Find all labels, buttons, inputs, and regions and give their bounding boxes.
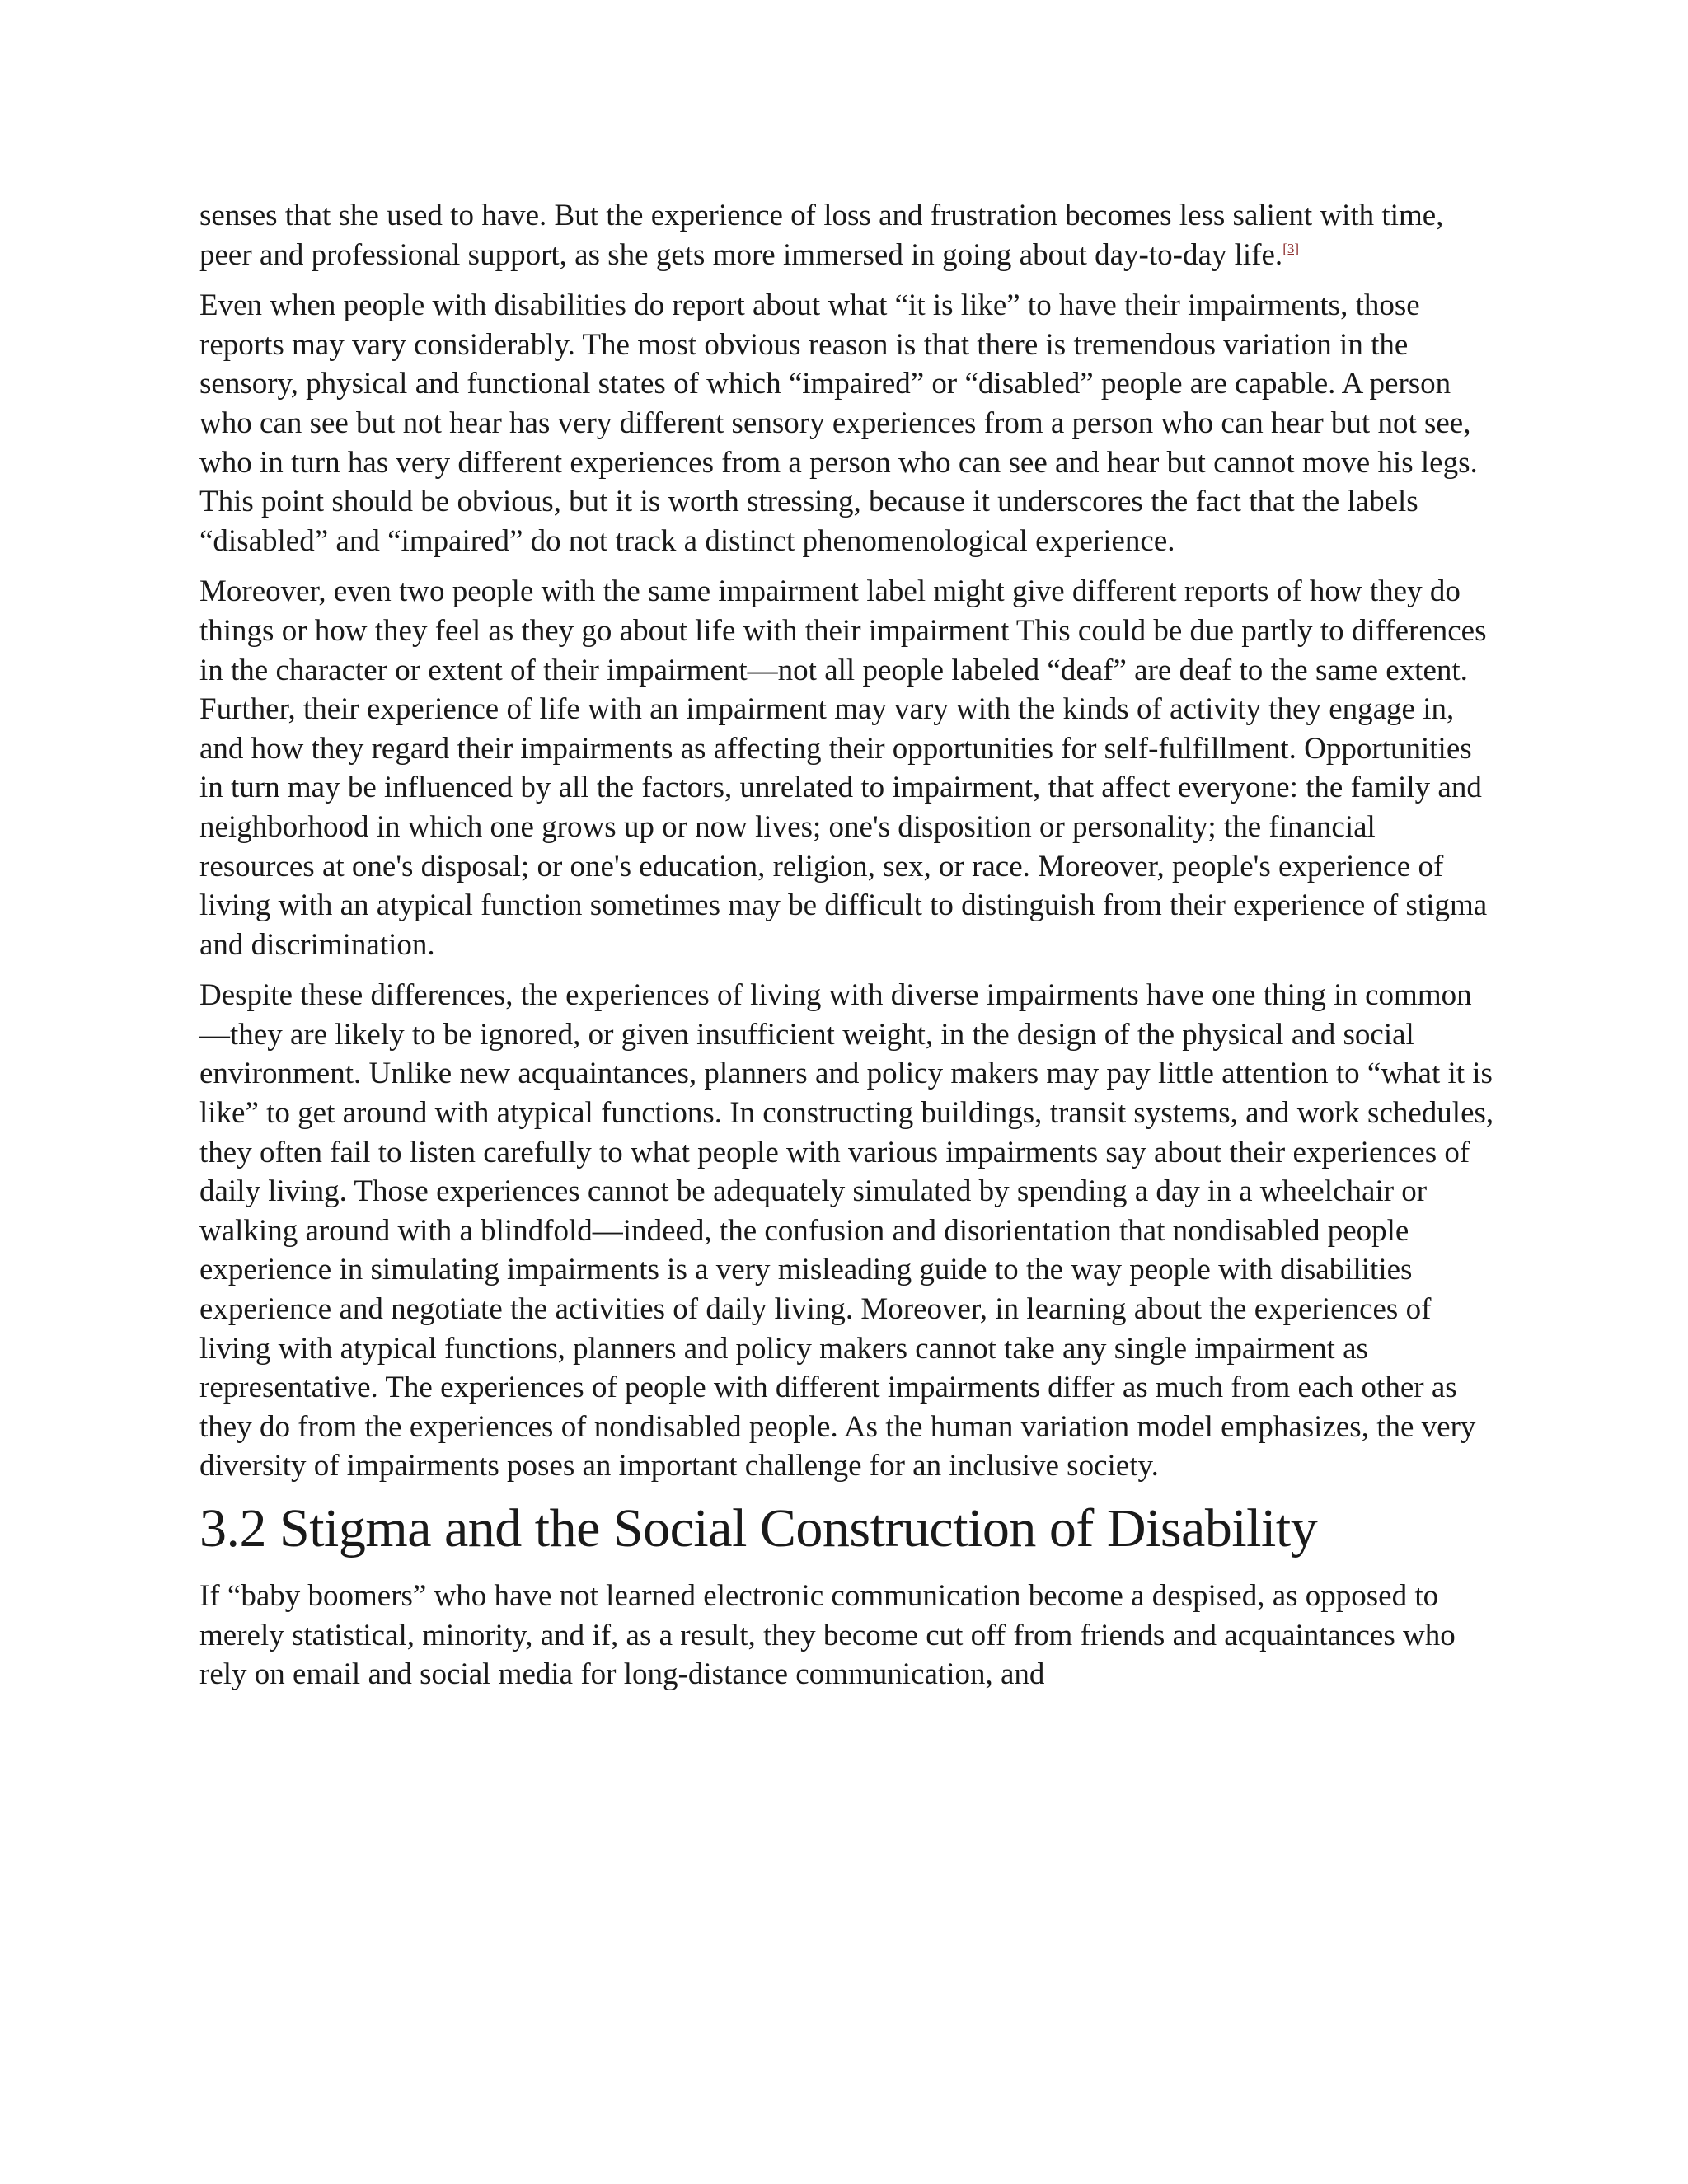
paragraph-2: Even when people with disabilities do report about what “it is like” to have their impairments, those reports may vary considerably. The most obvious reason is that there is tremendous variation in the sensory, physical and functional states of which “impaired” or “disabled” people are capable. A person who can see but not hear has very different sensory experiences from a person who can hear but not see, who in turn has very different experiences from a person who can see and hear but cannot move his legs. This point should be obvious, but it is worth stressing, because it underscores the fact that the labels “disabled” and “impaired” do not track a distinct phenomenological experience.: [199, 288, 1478, 558]
paragraph-4: Despite these differences, the experiences of living with diverse impairments have one thing in common—they are likely to be ignored, or given insufficient weight, in the design of the physical and social environment. Unlike new acquaintances, planners and policy makers may pay little attention to “what it is like” to get around with atypical functions. In constructing buildings, transit systems, and work schedules, they often fail to listen carefully to what people with various impairments say about their experiences of daily living. Those experiences cannot be adequately simulated by spending a day in a wheelchair or walking around with a blindfold—indeed, the confusion and disorientation that nondisabled people experience in simulating impairments is a very misleading guide to the way people with disabilities experience and negotiate the activities of daily living. Moreover, in learning about the experiences of living with atypical functions, planners and policy makers cannot take any single impairment as representative. The experiences of people with different impairments differ as much from each other as they do from the experiences of nondisabled people. As the human variation model emphasizes, the very diversity of impairments poses an important challenge for an inclusive society.: [199, 978, 1494, 1483]
page-body: [199, 196, 1497, 1706]
paragraph-1-text: senses that she used to have. But the experience of loss and frustration becomes less salient with time, peer and professional support, as she gets more immersed in going about day-to-day life.: [199, 199, 1444, 272]
footnote-link[interactable]: [3]: [1282, 240, 1300, 256]
paragraph-1: [199, 196, 1497, 274]
section-paragraph: If “baby boomers” who have not learned electronic communication become a despised, as opposed to merely statistical, minority, and if, as a result, they become cut off from friends and acquaintances who rely on email and social media for long-distance communication, and: [199, 1579, 1456, 1692]
section-heading: 3.2 Stigma and the Social Construction of Disability: [199, 1498, 1318, 1558]
paragraph-3: Moreover, even two people with the same impairment label might give different reports of how they do things or how they feel as they go about life with their impairment This could be due partly to differences in the character or extent of their impairment—not all people labeled “deaf” are deaf to the same extent. Further, their experience of life with an impairment may vary with the kinds of activity they engage in, and how they regard their impairments as affecting their opportunities for self-fulfillment. Opportunities in turn may be influenced by all the factors, unrelated to impairment, that affect everyone: the family and neighborhood in which one grows up or now lives; one's disposition or personality; the financial resources at one's disposal; or one's education, religion, sex, or race. Moreover, people's experience of living with an atypical function sometimes may be difficult to distinguish from their experience of stigma and discrimination.: [199, 574, 1488, 962]
